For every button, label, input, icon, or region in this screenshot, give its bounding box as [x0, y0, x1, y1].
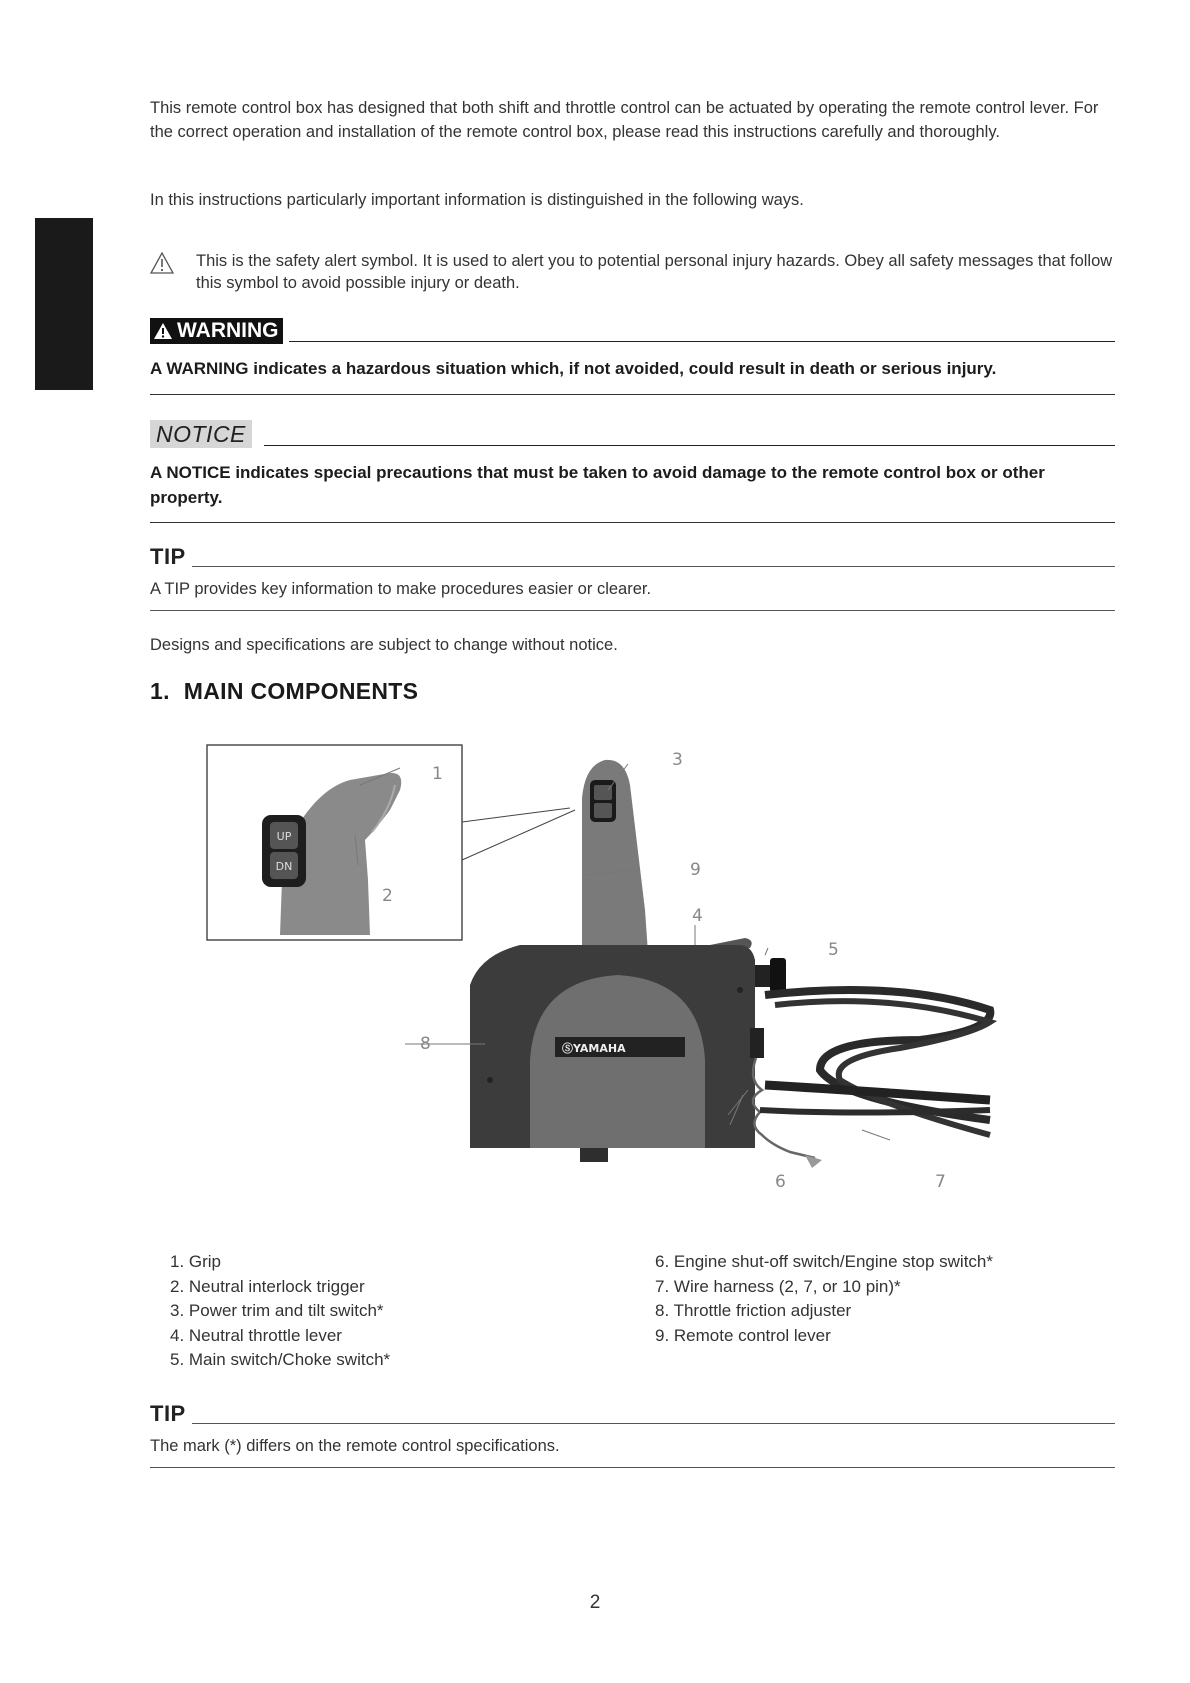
list-item: 7. Wire harness (2, 7, or 10 pin)* — [655, 1276, 901, 1296]
callout-9: 9 — [690, 860, 701, 880]
divider — [150, 522, 1115, 523]
brand-label: ⓈYAMAHA — [562, 1042, 626, 1055]
divider — [150, 394, 1115, 395]
callout-8: 8 — [420, 1034, 431, 1054]
parts-list-right — [655, 1250, 993, 1348]
callout-2: 2 — [382, 886, 393, 906]
callout-1: 1 — [432, 764, 443, 784]
callout-7: 7 — [935, 1172, 946, 1192]
remote-control-illustration — [200, 740, 1080, 1210]
list-item: 9. Remote control lever — [655, 1325, 831, 1345]
tip-text: A TIP provides key information to make procedures easier or clearer. — [150, 580, 652, 598]
section-title — [150, 678, 418, 705]
section-title-text: MAIN COMPONENTS — [183, 678, 419, 704]
warning-label: WARNING — [177, 319, 279, 342]
switch-dn-label: DN — [275, 860, 293, 873]
safety-alert-row — [150, 250, 1115, 294]
notice-header — [150, 420, 1115, 448]
callout-6: 6 — [775, 1172, 786, 1192]
tip-header — [150, 545, 1115, 569]
list-item: 3. Power trim and tilt switch* — [170, 1301, 384, 1320]
callout-4: 4 — [692, 906, 703, 926]
remote-control-figure — [200, 740, 1080, 1210]
list-item: 1. Grip — [170, 1252, 222, 1271]
divider — [150, 610, 1115, 611]
warning-triangle-icon — [153, 322, 173, 340]
intro-paragraph: This remote control box has designed that both shift and throttle control can be actuated by operating the remote control lever. For the correct operation and installation of the remote control box, please read this instructions carefully and thoroughly. — [150, 99, 1099, 141]
page-number: 2 — [589, 1592, 601, 1613]
tip-header-2 — [150, 1402, 1115, 1426]
disclaimer-text: Designs and specifications are subject to change without notice. — [150, 636, 618, 654]
warning-badge — [150, 318, 283, 344]
notice-badge: NOTICE — [150, 420, 252, 448]
list-item: 5. Main switch/Choke switch* — [170, 1350, 391, 1369]
list-item: 4. Neutral throttle lever — [170, 1325, 342, 1345]
parts-list-left — [170, 1250, 390, 1373]
safety-alert-text: This is the safety alert symbol. It is used to alert you to potential personal injury hazards. Obey all safety messages that follow this symbol to avoid possible injury or death. — [196, 252, 1113, 292]
intro-paragraph-2: In this instructions particularly important information is distinguished in the following ways. — [150, 191, 804, 209]
section-side-tab — [35, 218, 93, 390]
list-item: 6. Engine shut-off switch/Engine stop switch* — [655, 1252, 993, 1271]
warning-triangle-icon — [150, 252, 174, 274]
tip-label: TIP — [150, 1401, 186, 1426]
warning-header — [150, 318, 1115, 344]
section-number: 1. — [150, 678, 170, 704]
callout-3: 3 — [672, 750, 683, 770]
switch-up-label: UP — [276, 830, 292, 843]
tip-text-2: The mark (*) differs on the remote control specifications. — [150, 1437, 560, 1455]
list-item: 2. Neutral interlock trigger — [170, 1276, 365, 1296]
list-item: 8. Throttle friction adjuster — [655, 1301, 852, 1320]
notice-text: A NOTICE indicates special precautions that must be taken to avoid damage to the remote control box or other property. — [150, 463, 1045, 507]
divider — [150, 1467, 1115, 1468]
tip-label: TIP — [150, 544, 186, 569]
warning-text: A WARNING indicates a hazardous situation which, if not avoided, could result in death or serious injury. — [150, 359, 997, 378]
callout-5: 5 — [828, 940, 839, 960]
